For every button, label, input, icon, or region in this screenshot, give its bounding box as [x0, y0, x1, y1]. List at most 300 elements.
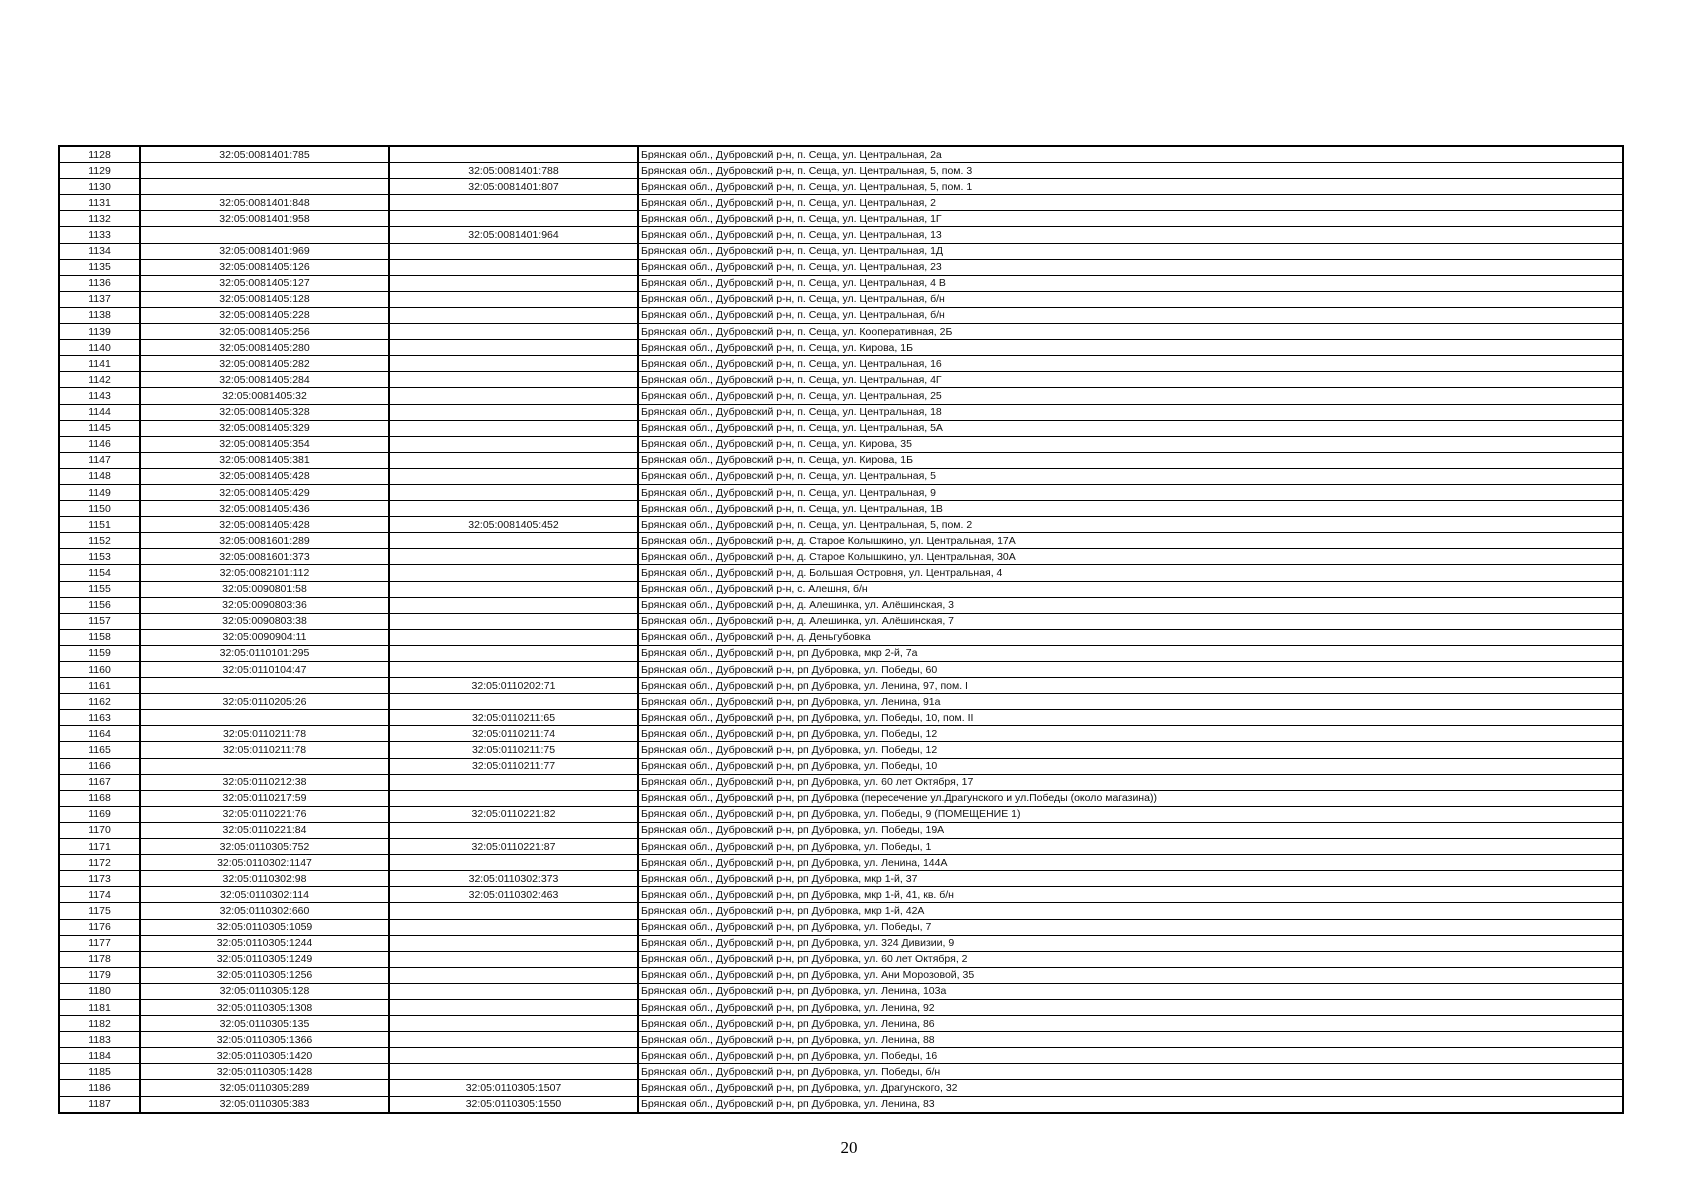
- object-cadastral-number-cell: 32:05:0110211:65: [389, 710, 638, 726]
- land-cadastral-number-cell: 32:05:0110305:128: [140, 983, 389, 999]
- object-cadastral-number-cell: 32:05:0110221:82: [389, 806, 638, 822]
- land-cadastral-number-cell: 32:05:0090803:38: [140, 613, 389, 629]
- address-cell: Брянская обл., Дубровский р-н, рп Дубровка, ул. 60 лет Октября, 2: [638, 951, 1623, 967]
- land-cadastral-number-cell: 32:05:0081405:127: [140, 275, 389, 291]
- object-cadastral-number-cell: [389, 340, 638, 356]
- object-cadastral-number-cell: [389, 356, 638, 372]
- table-row: [59, 581, 1623, 597]
- land-cadastral-number-cell: 32:05:0110211:78: [140, 742, 389, 758]
- row-number-cell: 1165: [59, 742, 140, 758]
- object-cadastral-number-cell: [389, 935, 638, 951]
- land-cadastral-number-cell: 32:05:0110305:1428: [140, 1064, 389, 1080]
- land-cadastral-number-cell: 32:05:0110305:1256: [140, 967, 389, 983]
- table-row: [59, 1080, 1623, 1096]
- object-cadastral-number-cell: 32:05:0110305:1550: [389, 1096, 638, 1113]
- table-row: [59, 1064, 1623, 1080]
- object-cadastral-number-cell: [389, 1048, 638, 1064]
- land-cadastral-number-cell: 32:05:0081405:228: [140, 307, 389, 323]
- land-cadastral-number-cell: 32:05:0110101:295: [140, 645, 389, 661]
- row-number-cell: 1178: [59, 951, 140, 967]
- row-number-cell: 1160: [59, 662, 140, 678]
- land-cadastral-number-cell: 32:05:0110305:1420: [140, 1048, 389, 1064]
- land-cadastral-number-cell: 32:05:0110212:38: [140, 774, 389, 790]
- address-cell: Брянская обл., Дубровский р-н, рп Дубровка (пересечение ул.Драгунского и ул.Победы (около магазина)): [638, 790, 1623, 806]
- row-number-cell: 1154: [59, 565, 140, 581]
- row-number-cell: 1143: [59, 388, 140, 404]
- address-cell: Брянская обл., Дубровский р-н, п. Сеща, ул. Центральная, б/н: [638, 291, 1623, 307]
- land-cadastral-number-cell: 32:05:0081405:32: [140, 388, 389, 404]
- land-cadastral-number-cell: 32:05:0110211:78: [140, 726, 389, 742]
- row-number-cell: 1138: [59, 307, 140, 323]
- object-cadastral-number-cell: [389, 420, 638, 436]
- row-number-cell: 1180: [59, 983, 140, 999]
- row-number-cell: 1133: [59, 227, 140, 243]
- table-row: [59, 388, 1623, 404]
- table-row: [59, 758, 1623, 774]
- land-cadastral-number-cell: 32:05:0081601:289: [140, 533, 389, 549]
- table-row: [59, 1096, 1623, 1113]
- address-cell: Брянская обл., Дубровский р-н, п. Сеща, ул. Кирова, 35: [638, 436, 1623, 452]
- table-row: [59, 179, 1623, 195]
- table-row: [59, 468, 1623, 484]
- row-number-cell: 1155: [59, 581, 140, 597]
- table-row: [59, 517, 1623, 533]
- address-cell: Брянская обл., Дубровский р-н, п. Сеща, ул. Кирова, 1Б: [638, 340, 1623, 356]
- row-number-cell: 1153: [59, 549, 140, 565]
- table-row: [59, 694, 1623, 710]
- row-number-cell: 1182: [59, 1016, 140, 1032]
- address-cell: Брянская обл., Дубровский р-н, д. Старое Колышкино, ул. Центральная, 17А: [638, 533, 1623, 549]
- address-cell: Брянская обл., Дубровский р-н, рп Дубровка, мкр 1-й, 37: [638, 871, 1623, 887]
- object-cadastral-number-cell: [389, 597, 638, 613]
- land-cadastral-number-cell: 32:05:0081401:848: [140, 195, 389, 211]
- row-number-cell: 1174: [59, 887, 140, 903]
- land-cadastral-number-cell: 32:05:0081405:354: [140, 436, 389, 452]
- table-row: [59, 565, 1623, 581]
- row-number-cell: 1146: [59, 436, 140, 452]
- land-cadastral-number-cell: [140, 179, 389, 195]
- table-row: [59, 291, 1623, 307]
- address-cell: Брянская обл., Дубровский р-н, п. Сеща, ул. Центральная, 2: [638, 195, 1623, 211]
- row-number-cell: 1166: [59, 758, 140, 774]
- row-number-cell: 1135: [59, 259, 140, 275]
- land-cadastral-number-cell: 32:05:0110305:289: [140, 1080, 389, 1096]
- address-cell: Брянская обл., Дубровский р-н, п. Сеща, ул. Центральная, 5, пом. 2: [638, 517, 1623, 533]
- object-cadastral-number-cell: [389, 468, 638, 484]
- land-cadastral-number-cell: 32:05:0110302:1147: [140, 855, 389, 871]
- table-row: [59, 597, 1623, 613]
- address-cell: Брянская обл., Дубровский р-н, рп Дубровка, мкр 2-й, 7а: [638, 645, 1623, 661]
- table-row: [59, 452, 1623, 468]
- land-cadastral-number-cell: 32:05:0081405:126: [140, 259, 389, 275]
- address-cell: Брянская обл., Дубровский р-н, п. Сеща, ул. Центральная, 1В: [638, 501, 1623, 517]
- row-number-cell: 1162: [59, 694, 140, 710]
- address-cell: Брянская обл., Дубровский р-н, п. Сеща, ул. Центральная, 23: [638, 259, 1623, 275]
- land-cadastral-number-cell: 32:05:0110305:1244: [140, 935, 389, 951]
- address-cell: Брянская обл., Дубровский р-н, п. Сеща, ул. Центральная, 5: [638, 468, 1623, 484]
- row-number-cell: 1183: [59, 1032, 140, 1048]
- address-cell: Брянская обл., Дубровский р-н, п. Сеща, ул. Центральная, 1Г: [638, 211, 1623, 227]
- object-cadastral-number-cell: [389, 822, 638, 838]
- address-cell: Брянская обл., Дубровский р-н, д. Алешинка, ул. Алёшинская, 3: [638, 597, 1623, 613]
- table-row: [59, 839, 1623, 855]
- object-cadastral-number-cell: 32:05:0081401:807: [389, 179, 638, 195]
- table-row: [59, 629, 1623, 645]
- table-row: [59, 533, 1623, 549]
- object-cadastral-number-cell: [389, 533, 638, 549]
- row-number-cell: 1150: [59, 501, 140, 517]
- row-number-cell: 1158: [59, 629, 140, 645]
- row-number-cell: 1148: [59, 468, 140, 484]
- address-cell: Брянская обл., Дубровский р-н, п. Сеща, ул. Центральная, 2а: [638, 146, 1623, 163]
- address-cell: Брянская обл., Дубровский р-н, п. Сеща, ул. Центральная, 1Д: [638, 243, 1623, 259]
- table-row: [59, 790, 1623, 806]
- row-number-cell: 1167: [59, 774, 140, 790]
- land-cadastral-number-cell: [140, 710, 389, 726]
- table-row: [59, 259, 1623, 275]
- land-cadastral-number-cell: 32:05:0081601:373: [140, 549, 389, 565]
- object-cadastral-number-cell: 32:05:0081401:964: [389, 227, 638, 243]
- table-row: [59, 436, 1623, 452]
- address-cell: Брянская обл., Дубровский р-н, п. Сеща, ул. Центральная, 5, пом. 3: [638, 163, 1623, 179]
- table-row: [59, 340, 1623, 356]
- address-cell: Брянская обл., Дубровский р-н, п. Сеща, ул. Центральная, 5А: [638, 420, 1623, 436]
- object-cadastral-number-cell: 32:05:0110211:77: [389, 758, 638, 774]
- land-cadastral-number-cell: [140, 163, 389, 179]
- object-cadastral-number-cell: [389, 581, 638, 597]
- land-cadastral-number-cell: 32:05:0081405:256: [140, 324, 389, 340]
- object-cadastral-number-cell: [389, 146, 638, 163]
- object-cadastral-number-cell: [389, 307, 638, 323]
- address-cell: Брянская обл., Дубровский р-н, рп Дубровка, ул. Победы, 12: [638, 742, 1623, 758]
- land-cadastral-number-cell: 32:05:0110305:135: [140, 1016, 389, 1032]
- land-cadastral-number-cell: 32:05:0110302:114: [140, 887, 389, 903]
- address-cell: Брянская обл., Дубровский р-н, п. Сеща, ул. Центральная, 13: [638, 227, 1623, 243]
- row-number-cell: 1134: [59, 243, 140, 259]
- table-row: [59, 887, 1623, 903]
- row-number-cell: 1151: [59, 517, 140, 533]
- object-cadastral-number-cell: 32:05:0110302:373: [389, 871, 638, 887]
- land-cadastral-number-cell: 32:05:0081405:128: [140, 291, 389, 307]
- object-cadastral-number-cell: [389, 404, 638, 420]
- object-cadastral-number-cell: [389, 324, 638, 340]
- table-row: [59, 195, 1623, 211]
- address-cell: Брянская обл., Дубровский р-н, п. Сеща, ул. Центральная, 5, пом. 1: [638, 179, 1623, 195]
- object-cadastral-number-cell: [389, 259, 638, 275]
- table-row: [59, 372, 1623, 388]
- row-number-cell: 1181: [59, 999, 140, 1015]
- land-cadastral-number-cell: 32:05:0081405:381: [140, 452, 389, 468]
- land-cadastral-number-cell: 32:05:0110205:26: [140, 694, 389, 710]
- object-cadastral-number-cell: [389, 855, 638, 871]
- table-row: [59, 710, 1623, 726]
- table-row: [59, 549, 1623, 565]
- row-number-cell: 1184: [59, 1048, 140, 1064]
- object-cadastral-number-cell: [389, 195, 638, 211]
- address-cell: Брянская обл., Дубровский р-н, рп Дубровка, ул. Победы, 12: [638, 726, 1623, 742]
- object-cadastral-number-cell: [389, 275, 638, 291]
- row-number-cell: 1141: [59, 356, 140, 372]
- row-number-cell: 1147: [59, 452, 140, 468]
- table-row: [59, 983, 1623, 999]
- registry-table: [58, 145, 1624, 1114]
- row-number-cell: 1176: [59, 919, 140, 935]
- table-row: [59, 855, 1623, 871]
- address-cell: Брянская обл., Дубровский р-н, рп Дубровка, ул. Ленина, 97, пом. I: [638, 678, 1623, 694]
- object-cadastral-number-cell: [389, 951, 638, 967]
- land-cadastral-number-cell: 32:05:0110305:752: [140, 839, 389, 855]
- land-cadastral-number-cell: 32:05:0081405:282: [140, 356, 389, 372]
- land-cadastral-number-cell: 32:05:0110305:1249: [140, 951, 389, 967]
- address-cell: Брянская обл., Дубровский р-н, п. Сеща, ул. Центральная, 16: [638, 356, 1623, 372]
- object-cadastral-number-cell: [389, 967, 638, 983]
- object-cadastral-number-cell: 32:05:0081401:788: [389, 163, 638, 179]
- land-cadastral-number-cell: 32:05:0081405:429: [140, 484, 389, 500]
- address-cell: Брянская обл., Дубровский р-н, д. Старое Колышкино, ул. Центральная, 30А: [638, 549, 1623, 565]
- table-row: [59, 501, 1623, 517]
- object-cadastral-number-cell: [389, 694, 638, 710]
- row-number-cell: 1139: [59, 324, 140, 340]
- row-number-cell: 1161: [59, 678, 140, 694]
- row-number-cell: 1177: [59, 935, 140, 951]
- row-number-cell: 1164: [59, 726, 140, 742]
- row-number-cell: 1129: [59, 163, 140, 179]
- land-cadastral-number-cell: 32:05:0110305:1059: [140, 919, 389, 935]
- land-cadastral-number-cell: 32:05:0110302:98: [140, 871, 389, 887]
- row-number-cell: 1132: [59, 211, 140, 227]
- table-row: [59, 678, 1623, 694]
- address-cell: Брянская обл., Дубровский р-н, п. Сеща, ул. Центральная, 4Г: [638, 372, 1623, 388]
- object-cadastral-number-cell: [389, 645, 638, 661]
- object-cadastral-number-cell: 32:05:0110211:74: [389, 726, 638, 742]
- land-cadastral-number-cell: 32:05:0090803:36: [140, 597, 389, 613]
- land-cadastral-number-cell: 32:05:0081405:284: [140, 372, 389, 388]
- address-cell: Брянская обл., Дубровский р-н, рп Дубровка, ул. 60 лет Октября, 17: [638, 774, 1623, 790]
- object-cadastral-number-cell: [389, 790, 638, 806]
- land-cadastral-number-cell: 32:05:0081405:428: [140, 517, 389, 533]
- table-row: [59, 243, 1623, 259]
- address-cell: Брянская обл., Дубровский р-н, д. Алешинка, ул. Алёшинская, 7: [638, 613, 1623, 629]
- table-row: [59, 1048, 1623, 1064]
- address-cell: Брянская обл., Дубровский р-н, рп Дубровка, ул. Победы, б/н: [638, 1064, 1623, 1080]
- table-row: [59, 645, 1623, 661]
- object-cadastral-number-cell: [389, 919, 638, 935]
- address-cell: Брянская обл., Дубровский р-н, рп Дубровка, ул. Победы, 10, пом. II: [638, 710, 1623, 726]
- land-cadastral-number-cell: 32:05:0110302:660: [140, 903, 389, 919]
- address-cell: Брянская обл., Дубровский р-н, д. Деньгубовка: [638, 629, 1623, 645]
- address-cell: Брянская обл., Дубровский р-н, рп Дубровка, ул. Ленина, 91а: [638, 694, 1623, 710]
- land-cadastral-number-cell: 32:05:0090801:58: [140, 581, 389, 597]
- address-cell: Брянская обл., Дубровский р-н, рп Дубровка, мкр 1-й, 41, кв. б/н: [638, 887, 1623, 903]
- table-row: [59, 211, 1623, 227]
- object-cadastral-number-cell: [389, 662, 638, 678]
- land-cadastral-number-cell: [140, 758, 389, 774]
- address-cell: Брянская обл., Дубровский р-н, п. Сеща, ул. Центральная, 4 В: [638, 275, 1623, 291]
- table-row: [59, 806, 1623, 822]
- table-row: [59, 967, 1623, 983]
- address-cell: Брянская обл., Дубровский р-н, рп Дубровка, ул. Победы, 1: [638, 839, 1623, 855]
- row-number-cell: 1168: [59, 790, 140, 806]
- object-cadastral-number-cell: [389, 1016, 638, 1032]
- address-cell: Брянская обл., Дубровский р-н, рп Дубровка, ул. Победы, 60: [638, 662, 1623, 678]
- land-cadastral-number-cell: 32:05:0081405:328: [140, 404, 389, 420]
- address-cell: Брянская обл., Дубровский р-н, рп Дубровка, ул. Победы, 7: [638, 919, 1623, 935]
- object-cadastral-number-cell: [389, 484, 638, 500]
- object-cadastral-number-cell: [389, 549, 638, 565]
- land-cadastral-number-cell: 32:05:0081401:969: [140, 243, 389, 259]
- row-number-cell: 1157: [59, 613, 140, 629]
- table-row: [59, 356, 1623, 372]
- object-cadastral-number-cell: 32:05:0110302:463: [389, 887, 638, 903]
- address-cell: Брянская обл., Дубровский р-н, д. Большая Островня, ул. Центральная, 4: [638, 565, 1623, 581]
- row-number-cell: 1128: [59, 146, 140, 163]
- row-number-cell: 1171: [59, 839, 140, 855]
- table-row: [59, 742, 1623, 758]
- object-cadastral-number-cell: 32:05:0110202:71: [389, 678, 638, 694]
- table-row: [59, 1032, 1623, 1048]
- row-number-cell: 1173: [59, 871, 140, 887]
- object-cadastral-number-cell: [389, 388, 638, 404]
- address-cell: Брянская обл., Дубровский р-н, рп Дубровка, ул. Ленина, 103а: [638, 983, 1623, 999]
- page-number: 20: [840, 1138, 858, 1157]
- row-number-cell: 1163: [59, 710, 140, 726]
- object-cadastral-number-cell: [389, 211, 638, 227]
- land-cadastral-number-cell: 32:05:0081401:785: [140, 146, 389, 163]
- table-row: [59, 1016, 1623, 1032]
- row-number-cell: 1175: [59, 903, 140, 919]
- address-cell: Брянская обл., Дубровский р-н, рп Дубровка, ул. Ани Морозовой, 35: [638, 967, 1623, 983]
- object-cadastral-number-cell: [389, 1032, 638, 1048]
- row-number-cell: 1149: [59, 484, 140, 500]
- address-cell: Брянская обл., Дубровский р-н, п. Сеща, ул. Центральная, б/н: [638, 307, 1623, 323]
- table-row: [59, 307, 1623, 323]
- table-row: [59, 919, 1623, 935]
- object-cadastral-number-cell: [389, 436, 638, 452]
- object-cadastral-number-cell: [389, 1064, 638, 1080]
- table-row: [59, 163, 1623, 179]
- object-cadastral-number-cell: [389, 291, 638, 307]
- address-cell: Брянская обл., Дубровский р-н, рп Дубровка, ул. Победы, 16: [638, 1048, 1623, 1064]
- table-row: [59, 903, 1623, 919]
- row-number-cell: 1179: [59, 967, 140, 983]
- row-number-cell: 1156: [59, 597, 140, 613]
- object-cadastral-number-cell: [389, 774, 638, 790]
- row-number-cell: 1145: [59, 420, 140, 436]
- object-cadastral-number-cell: [389, 903, 638, 919]
- land-cadastral-number-cell: 32:05:0110305:1366: [140, 1032, 389, 1048]
- address-cell: Брянская обл., Дубровский р-н, рп Дубровка, ул. Ленина, 83: [638, 1096, 1623, 1113]
- row-number-cell: 1144: [59, 404, 140, 420]
- address-cell: Брянская обл., Дубровский р-н, рп Дубровка, ул. 324 Дивизии, 9: [638, 935, 1623, 951]
- address-cell: Брянская обл., Дубровский р-н, п. Сеща, ул. Центральная, 25: [638, 388, 1623, 404]
- object-cadastral-number-cell: [389, 501, 638, 517]
- row-number-cell: 1142: [59, 372, 140, 388]
- object-cadastral-number-cell: [389, 983, 638, 999]
- land-cadastral-number-cell: 32:05:0082101:112: [140, 565, 389, 581]
- object-cadastral-number-cell: [389, 629, 638, 645]
- row-number-cell: 1136: [59, 275, 140, 291]
- table-row: [59, 871, 1623, 887]
- row-number-cell: 1185: [59, 1064, 140, 1080]
- land-cadastral-number-cell: [140, 227, 389, 243]
- row-number-cell: 1169: [59, 806, 140, 822]
- land-cadastral-number-cell: 32:05:0090904:11: [140, 629, 389, 645]
- table-row: [59, 420, 1623, 436]
- table-row: [59, 822, 1623, 838]
- row-number-cell: 1152: [59, 533, 140, 549]
- land-cadastral-number-cell: 32:05:0110104:47: [140, 662, 389, 678]
- row-number-cell: 1187: [59, 1096, 140, 1113]
- address-cell: Брянская обл., Дубровский р-н, рп Дубровка, ул. Ленина, 86: [638, 1016, 1623, 1032]
- table-row: [59, 999, 1623, 1015]
- row-number-cell: 1159: [59, 645, 140, 661]
- land-cadastral-number-cell: 32:05:0081405:329: [140, 420, 389, 436]
- address-cell: Брянская обл., Дубровский р-н, рп Дубровка, ул. Победы, 9 (ПОМЕЩЕНИЕ 1): [638, 806, 1623, 822]
- table-row: [59, 774, 1623, 790]
- object-cadastral-number-cell: 32:05:0081405:452: [389, 517, 638, 533]
- land-cadastral-number-cell: 32:05:0081405:280: [140, 340, 389, 356]
- address-cell: Брянская обл., Дубровский р-н, п. Сеща, ул. Центральная, 18: [638, 404, 1623, 420]
- table-row: [59, 404, 1623, 420]
- land-cadastral-number-cell: 32:05:0110221:76: [140, 806, 389, 822]
- land-cadastral-number-cell: 32:05:0081401:958: [140, 211, 389, 227]
- address-cell: Брянская обл., Дубровский р-н, рп Дубровка, ул. Драгунского, 32: [638, 1080, 1623, 1096]
- table-row: [59, 951, 1623, 967]
- table-row: [59, 146, 1623, 163]
- table-row: [59, 726, 1623, 742]
- address-cell: Брянская обл., Дубровский р-н, рп Дубровка, мкр 1-й, 42А: [638, 903, 1623, 919]
- object-cadastral-number-cell: [389, 565, 638, 581]
- address-cell: Брянская обл., Дубровский р-н, п. Сеща, ул. Кооперативная, 2Б: [638, 324, 1623, 340]
- address-cell: Брянская обл., Дубровский р-н, рп Дубровка, ул. Победы, 19А: [638, 822, 1623, 838]
- object-cadastral-number-cell: [389, 999, 638, 1015]
- object-cadastral-number-cell: [389, 243, 638, 259]
- object-cadastral-number-cell: 32:05:0110211:75: [389, 742, 638, 758]
- land-cadastral-number-cell: 32:05:0110305:383: [140, 1096, 389, 1113]
- address-cell: Брянская обл., Дубровский р-н, п. Сеща, ул. Кирова, 1Б: [638, 452, 1623, 468]
- row-number-cell: 1172: [59, 855, 140, 871]
- table-row: [59, 275, 1623, 291]
- row-number-cell: 1170: [59, 822, 140, 838]
- address-cell: Брянская обл., Дубровский р-н, с. Алешня, б/н: [638, 581, 1623, 597]
- address-cell: Брянская обл., Дубровский р-н, рп Дубровка, ул. Ленина, 144А: [638, 855, 1623, 871]
- object-cadastral-number-cell: [389, 452, 638, 468]
- table-row: [59, 613, 1623, 629]
- land-cadastral-number-cell: 32:05:0081405:428: [140, 468, 389, 484]
- address-cell: Брянская обл., Дубровский р-н, п. Сеща, ул. Центральная, 9: [638, 484, 1623, 500]
- table-row: [59, 227, 1623, 243]
- table-row: [59, 324, 1623, 340]
- object-cadastral-number-cell: [389, 613, 638, 629]
- land-cadastral-number-cell: [140, 678, 389, 694]
- row-number-cell: 1186: [59, 1080, 140, 1096]
- object-cadastral-number-cell: 32:05:0110305:1507: [389, 1080, 638, 1096]
- table-row: [59, 935, 1623, 951]
- address-cell: Брянская обл., Дубровский р-н, рп Дубровка, ул. Ленина, 92: [638, 999, 1623, 1015]
- table-row: [59, 662, 1623, 678]
- address-cell: Брянская обл., Дубровский р-н, рп Дубровка, ул. Победы, 10: [638, 758, 1623, 774]
- registry-body: [59, 146, 1623, 1113]
- row-number-cell: 1140: [59, 340, 140, 356]
- table-row: [59, 484, 1623, 500]
- address-cell: Брянская обл., Дубровский р-н, рп Дубровка, ул. Ленина, 88: [638, 1032, 1623, 1048]
- object-cadastral-number-cell: 32:05:0110221:87: [389, 839, 638, 855]
- row-number-cell: 1131: [59, 195, 140, 211]
- land-cadastral-number-cell: 32:05:0081405:436: [140, 501, 389, 517]
- row-number-cell: 1130: [59, 179, 140, 195]
- land-cadastral-number-cell: 32:05:0110217:59: [140, 790, 389, 806]
- object-cadastral-number-cell: [389, 372, 638, 388]
